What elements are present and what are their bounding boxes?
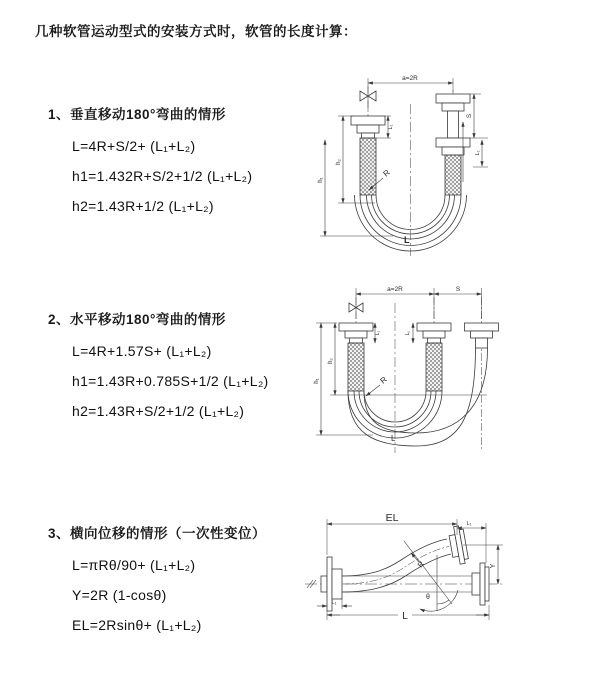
angle-label: θ — [426, 594, 430, 601]
dim-label-l1-left: L₁ — [388, 124, 394, 130]
dim-label-l1-left: L₁ — [331, 600, 337, 606]
braided-hose-section — [348, 343, 364, 391]
right-connector-moved — [465, 323, 499, 348]
length-label: L — [402, 611, 408, 622]
dim-label-l1: L₁ — [375, 330, 381, 336]
section-1 — [48, 103, 252, 221]
section-2-heading: 2、水平移动180°弯曲的情形 — [48, 312, 226, 327]
formula-line: h2=1.43R+1/2 (L₁+L₂) — [72, 198, 214, 214]
formula-line: h1=1.432R+S/2+1/2 (L₁+L₂) — [72, 168, 253, 184]
dim-label-h1: h₁ — [318, 177, 324, 183]
right-flange-initial — [472, 563, 489, 605]
formula-line: L=4R+S/2+ (L₁+L₂) — [72, 138, 196, 154]
dim-label-l1: L₁ — [405, 330, 411, 336]
formula-line: L=πRθ/90+ (L₁+L₂) — [72, 557, 196, 573]
dim-label-s: S — [466, 113, 473, 119]
left-connector — [339, 323, 373, 391]
formula-line: L=4R+1.57S+ (L₁+L₂) — [72, 343, 212, 359]
formula-line: h1=1.43R+0.785S+1/2 (L₁+L₂) — [72, 373, 269, 389]
y-dim-label: Y — [490, 563, 497, 569]
diagram-horizontal-180-bend — [313, 283, 590, 460]
dim-label-s: S — [455, 286, 461, 293]
length-label: L — [391, 434, 396, 443]
section-2 — [48, 308, 269, 426]
diagram-vertical-180-bend — [313, 70, 585, 266]
radius-label: R — [378, 374, 389, 386]
dim-label-l1-top: L₁ — [466, 521, 472, 527]
formula-line: h2=1.43R+S/2+1/2 (L₁+L₂) — [72, 403, 245, 419]
hose-swung-position — [348, 348, 488, 446]
section-3-heading: 3、横向位移的情形（一次性变位） — [48, 526, 267, 541]
dim-label-h2: h₂ — [336, 159, 342, 165]
diagram-lateral-displacement — [300, 505, 600, 650]
dim-label-h1: h₁ — [314, 378, 320, 384]
page-title: 几种软管运动型式的安装方式时，软管的长度计算： — [35, 24, 357, 39]
formula-line: EL=2Rsinθ+ (L₁+L₂) — [72, 617, 202, 633]
formula-line: Y=2R (1-cosθ) — [72, 587, 167, 603]
dim-label-a2r: a=2R — [387, 286, 403, 293]
right-connector-lower — [436, 138, 470, 195]
section-3-formulas — [72, 550, 266, 640]
section-2-formulas — [72, 336, 269, 426]
section-1-formulas — [72, 131, 252, 221]
radius-label: R — [415, 559, 427, 570]
radius-label: R — [381, 167, 392, 179]
length-label: L — [404, 235, 410, 245]
braided-hose-section — [426, 343, 442, 391]
dim-label-l1-right: L₁ — [475, 150, 481, 156]
right-connector-upper — [436, 94, 470, 138]
dim-label-a2r: a=2R — [402, 75, 418, 82]
el-dim-label: EL — [385, 512, 399, 524]
section-3 — [48, 522, 266, 640]
middle-connector — [417, 323, 451, 391]
braided-hose-section — [445, 155, 461, 195]
left-connector — [351, 116, 385, 195]
section-1-heading: 1、垂直移动180°弯曲的情形 — [48, 107, 226, 122]
dim-label-h2: h₂ — [328, 358, 334, 364]
